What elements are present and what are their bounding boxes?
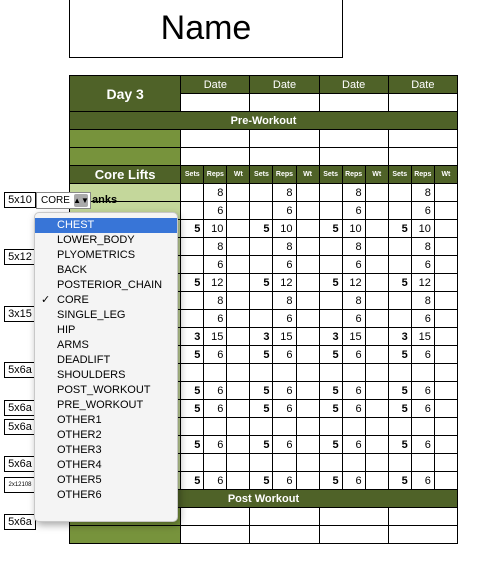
reps-cell[interactable]: 6	[411, 310, 434, 328]
reps-cell[interactable]: 6	[204, 310, 227, 328]
sets-cell[interactable]: 5	[250, 436, 273, 454]
weight-cell[interactable]	[365, 454, 388, 472]
weight-cell[interactable]	[434, 382, 457, 400]
reps-cell[interactable]: 8	[411, 238, 434, 256]
menu-item-label: OTHER1	[57, 414, 102, 426]
sets-cell[interactable]	[181, 256, 204, 274]
reps-cell[interactable]	[342, 364, 365, 382]
menu-item-other6[interactable]	[35, 488, 177, 503]
menu-item-label: OTHER5	[57, 474, 102, 486]
menu-item-other3[interactable]	[35, 443, 177, 458]
weight-cell[interactable]	[296, 310, 319, 328]
reps-cell[interactable]: 8	[273, 292, 296, 310]
weight-cell[interactable]	[227, 328, 250, 346]
menu-item-label: DEADLIFT	[57, 354, 111, 366]
set-scheme-label: 3x15	[4, 306, 36, 322]
weight-cell[interactable]	[365, 328, 388, 346]
sets-cell[interactable]	[181, 238, 204, 256]
reps-cell[interactable]	[204, 364, 227, 382]
sets-cell[interactable]: 5	[388, 274, 411, 292]
weight-cell[interactable]	[365, 382, 388, 400]
sets-cell[interactable]: 5	[319, 400, 342, 418]
sets-cell[interactable]	[181, 418, 204, 436]
sets-cell[interactable]	[181, 364, 204, 382]
checkmark-icon: ✓	[41, 294, 51, 306]
reps-cell[interactable]: 10	[204, 220, 227, 238]
reps-cell[interactable]	[273, 364, 296, 382]
weight-cell[interactable]	[365, 238, 388, 256]
sets-cell[interactable]: 3	[181, 328, 204, 346]
weight-cell[interactable]	[434, 238, 457, 256]
reps-cell[interactable]	[204, 454, 227, 472]
sets-cell[interactable]: 5	[181, 382, 204, 400]
weight-cell[interactable]	[296, 202, 319, 220]
weight-cell[interactable]	[296, 274, 319, 292]
set-scheme-label: 5x6a	[4, 514, 36, 530]
reps-cell[interactable]	[204, 418, 227, 436]
weight-cell[interactable]	[365, 292, 388, 310]
sets-cell[interactable]: 5	[181, 346, 204, 364]
reps-cell[interactable]: 6	[273, 400, 296, 418]
set-scheme-label: 5x6a	[4, 456, 36, 472]
sets-cell[interactable]	[319, 292, 342, 310]
weight-cell[interactable]	[296, 418, 319, 436]
reps-cell[interactable]: 6	[342, 346, 365, 364]
weight-cell[interactable]	[227, 220, 250, 238]
weight-cell[interactable]	[365, 256, 388, 274]
weight-cell[interactable]	[296, 184, 319, 202]
date-header-1: Date	[181, 76, 250, 94]
reps-cell[interactable]: 6	[411, 256, 434, 274]
sets-cell[interactable]	[388, 256, 411, 274]
date-header-4: Date	[388, 76, 457, 94]
sets-cell[interactable]: 5	[181, 220, 204, 238]
weight-cell[interactable]	[365, 310, 388, 328]
reps-cell[interactable]: 6	[204, 382, 227, 400]
menu-item-label: SINGLE_LEG	[57, 309, 126, 321]
sets-cell[interactable]	[250, 256, 273, 274]
sets-cell[interactable]	[181, 310, 204, 328]
reps-cell[interactable]: 6	[342, 472, 365, 490]
reps-cell[interactable]	[342, 454, 365, 472]
reps-cell[interactable]: 10	[273, 220, 296, 238]
reps-cell[interactable]: 6	[411, 202, 434, 220]
sets-cell[interactable]: 5	[250, 274, 273, 292]
sets-cell[interactable]: 5	[250, 382, 273, 400]
menu-item-label: CORE	[57, 294, 89, 306]
reps-cell[interactable]	[273, 454, 296, 472]
sets-cell[interactable]: 5	[319, 472, 342, 490]
menu-item-label: PLYOMETRICS	[57, 249, 136, 261]
menu-item-posterior-chain[interactable]	[35, 278, 177, 293]
weight-cell[interactable]	[227, 238, 250, 256]
reps-cell[interactable]: 12	[342, 274, 365, 292]
sets-cell[interactable]	[319, 418, 342, 436]
sets-cell[interactable]	[181, 454, 204, 472]
weight-cell[interactable]	[296, 382, 319, 400]
weight-cell[interactable]	[434, 310, 457, 328]
weight-cell[interactable]	[434, 292, 457, 310]
reps-cell[interactable]: 12	[411, 274, 434, 292]
core-lifts-header: Core Lifts	[70, 166, 181, 184]
weight-cell[interactable]	[296, 292, 319, 310]
weight-cell[interactable]	[434, 436, 457, 454]
weight-cell[interactable]	[434, 400, 457, 418]
menu-item-label: BACK	[57, 264, 87, 276]
date-header-2: Date	[250, 76, 319, 94]
set-scheme-label: 2x12108	[4, 477, 36, 493]
reps-cell[interactable]: 15	[411, 328, 434, 346]
sets-cell[interactable]: 5	[181, 436, 204, 454]
sets-cell[interactable]: 5	[388, 400, 411, 418]
weight-cell[interactable]	[227, 310, 250, 328]
weight-cell[interactable]	[434, 472, 457, 490]
menu-item-back[interactable]	[35, 263, 177, 278]
sets-cell[interactable]	[319, 202, 342, 220]
reps-cell[interactable]: 8	[342, 292, 365, 310]
reps-cell[interactable]: 10	[411, 220, 434, 238]
reps-cell[interactable]: 8	[273, 238, 296, 256]
sets-cell[interactable]: 5	[250, 400, 273, 418]
reps-cell[interactable]: 10	[342, 220, 365, 238]
sets-cell[interactable]	[319, 184, 342, 202]
sets-cell[interactable]	[388, 238, 411, 256]
workout-sheet: Day 3 Date Date Date Date Pre-Workout Core Lifts Sets Reps Wt Sets Reps Wt Sets Reps Wt Sets Reps Wt 8 8 8 8 6 6 6 6 5 10 5 10 5 10 5 10 8 8 8 8 6 6 6 6 5 12 5 12 5 12 5 12 8 8 8 8 6 6 6 6 3 15 3 15 3 15 3 15 5 6 5 6 5 6 5 6 5 6 5 6 5 6 5 6 5 6 5 6 5 6 5 6 5 6 5 6 5 6 5 6 5 6 5 6 5 6 5 6 Post Workout	[69, 75, 458, 544]
sets-cell[interactable]: 5	[250, 346, 273, 364]
reps-cell[interactable]: 6	[204, 256, 227, 274]
sets-cell[interactable]: 5	[181, 472, 204, 490]
sets-cell[interactable]	[388, 454, 411, 472]
sets-cell[interactable]: 5	[319, 274, 342, 292]
reps-cell[interactable]: 6	[411, 472, 434, 490]
reps-cell[interactable]: 6	[273, 310, 296, 328]
menu-item-hip[interactable]	[35, 323, 177, 338]
weight-cell[interactable]	[434, 418, 457, 436]
weight-cell[interactable]	[365, 184, 388, 202]
weight-cell[interactable]	[365, 202, 388, 220]
updown-arrow-icon[interactable]: ▲▼	[73, 196, 89, 205]
set-scheme-label: 5x6a	[4, 400, 36, 416]
reps-cell[interactable]: 6	[342, 202, 365, 220]
menu-item-label: POSTERIOR_CHAIN	[57, 279, 163, 291]
menu-item-other4[interactable]	[35, 458, 177, 473]
weight-cell[interactable]	[227, 274, 250, 292]
reps-cell[interactable]: 8	[204, 292, 227, 310]
weight-cell[interactable]	[227, 418, 250, 436]
menu-item-other2[interactable]	[35, 428, 177, 443]
menu-item-lower-body[interactable]	[35, 233, 177, 248]
menu-item-label: ARMS	[57, 339, 89, 351]
sets-cell[interactable]	[388, 418, 411, 436]
sets-cell[interactable]	[388, 202, 411, 220]
weight-cell[interactable]	[296, 472, 319, 490]
sets-cell[interactable]: 5	[319, 220, 342, 238]
weight-cell[interactable]	[434, 184, 457, 202]
weight-cell[interactable]	[296, 256, 319, 274]
sets-cell[interactable]	[319, 310, 342, 328]
weight-cell[interactable]	[296, 220, 319, 238]
menu-item-label: OTHER4	[57, 459, 102, 471]
name-box[interactable]	[69, 0, 343, 58]
menu-item-plyometrics[interactable]	[35, 248, 177, 263]
reps-cell[interactable]: 8	[204, 238, 227, 256]
exercise-name-partial: anks	[92, 194, 118, 206]
date-input-1[interactable]	[181, 94, 250, 112]
weight-cell[interactable]	[227, 364, 250, 382]
reps-cell[interactable]: 6	[411, 400, 434, 418]
menu-item-post-workout[interactable]	[35, 383, 177, 398]
reps-cell[interactable]: 6	[342, 310, 365, 328]
weight-cell[interactable]	[227, 184, 250, 202]
menu-item-other5[interactable]	[35, 473, 177, 488]
weight-cell[interactable]	[434, 202, 457, 220]
reps-cell[interactable]: 12	[273, 274, 296, 292]
sets-cell[interactable]: 3	[250, 328, 273, 346]
reps-cell[interactable]: 15	[342, 328, 365, 346]
sets-cell[interactable]: 5	[250, 220, 273, 238]
sets-cell[interactable]	[181, 292, 204, 310]
weight-cell[interactable]	[434, 274, 457, 292]
weight-cell[interactable]	[227, 202, 250, 220]
reps-cell[interactable]: 12	[204, 274, 227, 292]
set-scheme-label: 5x12	[4, 249, 36, 265]
reps-cell[interactable]: 15	[204, 328, 227, 346]
reps-cell[interactable]: 6	[342, 382, 365, 400]
lift-row	[70, 184, 458, 202]
weight-cell[interactable]	[365, 364, 388, 382]
reps-cell[interactable]: 6	[204, 400, 227, 418]
weight-cell[interactable]	[296, 436, 319, 454]
sets-cell[interactable]: 5	[388, 382, 411, 400]
menu-item-label: OTHER3	[57, 444, 102, 456]
reps-cell[interactable]	[411, 418, 434, 436]
weight-cell[interactable]	[296, 346, 319, 364]
sets-cell[interactable]	[319, 256, 342, 274]
reps-cell[interactable]: 6	[273, 382, 296, 400]
dropdown-value: CORE	[41, 195, 70, 206]
sets-cell[interactable]: 3	[388, 328, 411, 346]
menu-item-arms[interactable]	[35, 338, 177, 353]
weight-cell[interactable]	[227, 346, 250, 364]
menu-item-label: OTHER2	[57, 429, 102, 441]
reps-cell[interactable]	[411, 454, 434, 472]
reps-cell[interactable]: 6	[273, 256, 296, 274]
menu-item-single-leg[interactable]	[35, 308, 177, 323]
reps-cell[interactable]: 8	[411, 292, 434, 310]
weight-cell[interactable]	[296, 238, 319, 256]
reps-cell[interactable]: 6	[411, 436, 434, 454]
reps-cell[interactable]	[342, 418, 365, 436]
sets-cell[interactable]: 5	[388, 346, 411, 364]
weight-cell[interactable]	[227, 472, 250, 490]
menu-item-label: SHOULDERS	[57, 369, 126, 381]
weight-cell[interactable]	[365, 400, 388, 418]
reps-cell[interactable]: 6	[204, 472, 227, 490]
weight-cell[interactable]	[434, 328, 457, 346]
menu-item-label: POST_WORKOUT	[57, 384, 151, 396]
sets-cell[interactable]: 5	[319, 346, 342, 364]
reps-cell[interactable]: 6	[204, 202, 227, 220]
sets-cell[interactable]: 5	[388, 220, 411, 238]
reps-cell[interactable]	[273, 418, 296, 436]
sets-cell[interactable]: 5	[181, 400, 204, 418]
menu-item-label: LOWER_BODY	[57, 234, 135, 246]
exercise-category-dropdown[interactable]	[36, 192, 91, 209]
set-scheme-label: 5x6a	[4, 362, 36, 378]
date-header-3: Date	[319, 76, 388, 94]
sets-cell[interactable]	[250, 202, 273, 220]
set-scheme-label: 5x6a	[4, 419, 36, 435]
reps-cell[interactable]: 6	[273, 202, 296, 220]
date-input-4[interactable]	[388, 94, 457, 112]
menu-item-label: PRE_WORKOUT	[57, 399, 144, 411]
weight-cell[interactable]	[227, 256, 250, 274]
menu-item-deadlift[interactable]	[35, 353, 177, 368]
menu-item-pre-workout[interactable]	[35, 398, 177, 413]
sets-cell[interactable]	[250, 418, 273, 436]
weight-cell[interactable]	[365, 346, 388, 364]
sets-cell[interactable]	[319, 364, 342, 382]
sets-cell[interactable]	[250, 292, 273, 310]
reps-cell[interactable]: 6	[273, 346, 296, 364]
sets-cell[interactable]: 5	[388, 472, 411, 490]
sets-cell[interactable]	[250, 310, 273, 328]
menu-item-core[interactable]	[35, 293, 177, 308]
weight-cell[interactable]	[434, 364, 457, 382]
sets-cell[interactable]	[319, 238, 342, 256]
sets-cell[interactable]	[250, 184, 273, 202]
weight-cell[interactable]	[296, 400, 319, 418]
sets-cell[interactable]	[250, 454, 273, 472]
weight-cell[interactable]	[296, 454, 319, 472]
reps-cell[interactable]: 6	[342, 400, 365, 418]
weight-cell[interactable]	[434, 256, 457, 274]
weight-cell[interactable]	[227, 436, 250, 454]
pre-workout-header: Pre-Workout	[70, 112, 458, 130]
weight-cell[interactable]	[365, 274, 388, 292]
reps-cell[interactable]: 6	[204, 436, 227, 454]
reps-cell[interactable]: 8	[342, 184, 365, 202]
menu-item-chest[interactable]	[35, 218, 177, 233]
reps-cell[interactable]: 6	[204, 346, 227, 364]
reps-cell[interactable]: 8	[204, 184, 227, 202]
sets-cell[interactable]: 5	[319, 382, 342, 400]
weight-cell[interactable]	[227, 400, 250, 418]
date-input-3[interactable]	[319, 94, 388, 112]
weight-cell[interactable]	[365, 418, 388, 436]
set-scheme-label: 5x10	[4, 192, 36, 208]
weight-cell[interactable]	[227, 454, 250, 472]
date-input-2[interactable]	[250, 94, 319, 112]
sets-cell[interactable]: 5	[181, 274, 204, 292]
reps-cell[interactable]: 6	[342, 436, 365, 454]
reps-cell[interactable]: 8	[342, 238, 365, 256]
reps-cell[interactable]: 6	[411, 382, 434, 400]
sets-cell[interactable]	[388, 310, 411, 328]
reps-cell[interactable]: 6	[342, 256, 365, 274]
weight-cell[interactable]	[296, 328, 319, 346]
sets-cell[interactable]	[181, 202, 204, 220]
sets-cell[interactable]: 3	[319, 328, 342, 346]
dropdown-menu	[34, 212, 178, 522]
menu-item-label: CHEST	[57, 219, 95, 231]
menu-item-label: HIP	[57, 324, 76, 336]
menu-item-shoulders[interactable]	[35, 368, 177, 383]
weight-cell[interactable]	[365, 436, 388, 454]
sets-cell[interactable]: 5	[319, 436, 342, 454]
sets-cell[interactable]	[388, 292, 411, 310]
menu-item-other1[interactable]	[35, 413, 177, 428]
sets-cell[interactable]	[181, 184, 204, 202]
reps-cell[interactable]: 6	[273, 436, 296, 454]
reps-cell[interactable]: 15	[273, 328, 296, 346]
post-workout-header: Post Workout	[70, 490, 458, 508]
weight-cell[interactable]	[434, 454, 457, 472]
menu-item-label: OTHER6	[57, 489, 102, 501]
sets-cell[interactable]	[388, 364, 411, 382]
reps-cell[interactable]: 8	[273, 184, 296, 202]
weight-cell[interactable]	[227, 292, 250, 310]
sets-cell[interactable]: 5	[250, 472, 273, 490]
weight-cell[interactable]	[365, 472, 388, 490]
day-label: Day 3	[70, 76, 181, 112]
reps-cell[interactable]	[411, 364, 434, 382]
weight-cell[interactable]	[296, 364, 319, 382]
weight-cell[interactable]	[434, 346, 457, 364]
sets-cell[interactable]	[319, 454, 342, 472]
sets-cell[interactable]	[250, 364, 273, 382]
weight-cell[interactable]	[434, 220, 457, 238]
reps-cell[interactable]: 8	[411, 184, 434, 202]
name-label: Name	[160, 9, 252, 47]
sets-cell[interactable]	[250, 238, 273, 256]
weight-cell[interactable]	[365, 220, 388, 238]
sets-cell[interactable]: 5	[388, 436, 411, 454]
reps-cell[interactable]: 6	[411, 346, 434, 364]
reps-cell[interactable]: 6	[273, 472, 296, 490]
sets-cell[interactable]	[388, 184, 411, 202]
weight-cell[interactable]	[227, 382, 250, 400]
